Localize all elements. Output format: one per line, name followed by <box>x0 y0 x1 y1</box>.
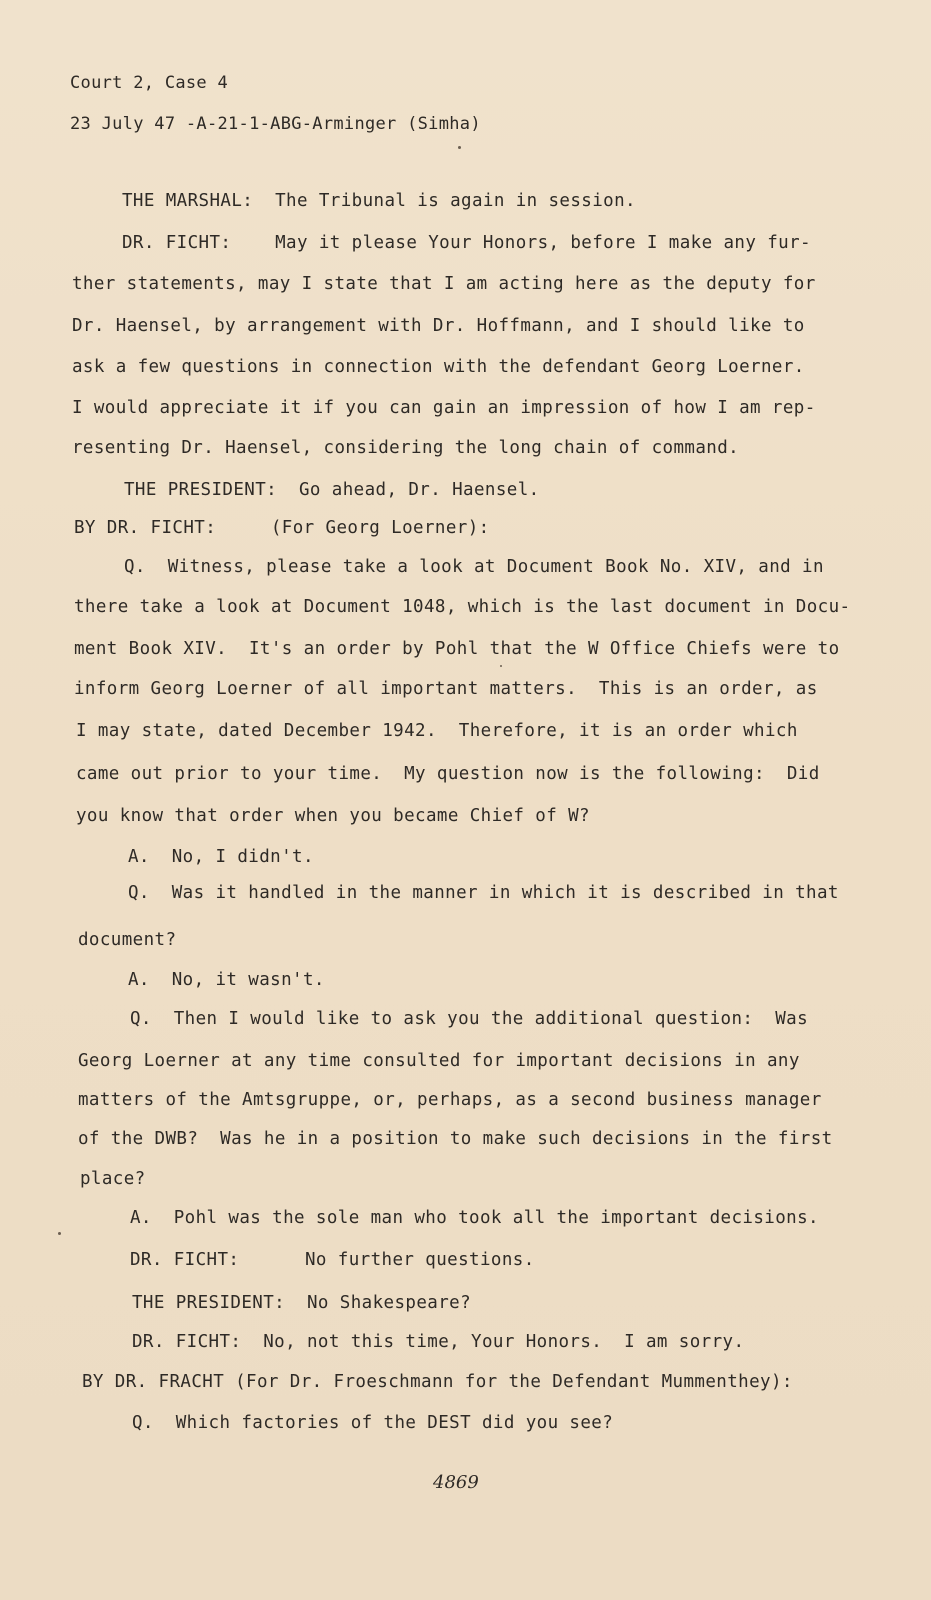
transcript-line: ask a few questions in connection with the defendant Georg Loerner. <box>72 357 805 377</box>
transcript-line: you know that order when you became Chief of W? <box>76 806 590 826</box>
transcript-line: matters of the Amtsgruppe, or, perhaps, as a second business manager <box>78 1090 822 1110</box>
transcript-line: A. No, I didn't. <box>128 847 314 867</box>
transcript-line: place? <box>80 1169 146 1189</box>
transcript-line: A. No, it wasn't. <box>128 970 325 990</box>
transcript-line: document? <box>78 930 177 950</box>
transcript-line: DR. FICHT: No further questions. <box>130 1250 535 1270</box>
transcript-line: Dr. Haensel, by arrangement with Dr. Hoffmann, and I should like to <box>72 316 805 336</box>
paper-speck <box>58 1232 61 1235</box>
transcript-line: THE PRESIDENT: Go ahead, Dr. Haensel. <box>124 480 540 500</box>
court-case-label: Court 2, Case 4 <box>70 73 229 93</box>
paper-speck <box>458 146 461 149</box>
transcript-line: Georg Loerner at any time consulted for important decisions in any <box>78 1051 800 1071</box>
transcript-line: I may state, dated December 1942. Therefore, it is an order which <box>76 721 798 741</box>
transcript-line: ment Book XIV. It's an order by Pohl that the W Office Chiefs were to <box>74 639 840 659</box>
transcript-line: Q. Then I would like to ask you the additional question: Was <box>130 1009 809 1029</box>
transcript-line: THE MARSHAL: The Tribunal is again in session. <box>122 191 636 211</box>
transcript-line: Q. Witness, please take a look at Document Book No. XIV, and in <box>124 557 824 577</box>
transcript-line: came out prior to your time. My question now is the following: Did <box>76 764 820 784</box>
transcript-line: A. Pohl was the sole man who took all the important decisions. <box>130 1208 819 1228</box>
transcript-line: DR. FICHT: No, not this time, Your Honors. I am sorry. <box>132 1332 745 1352</box>
session-label: 23 July 47 -A-21-1-ABG-Arminger (Simha) <box>70 114 481 134</box>
transcript-line: BY DR. FICHT: (For Georg Loerner): <box>74 518 490 538</box>
transcript-line: there take a look at Document 1048, which is the last document in Docu- <box>74 597 851 617</box>
transcript-line: ther statements, may I state that I am acting here as the deputy for <box>72 274 816 294</box>
transcript-line: THE PRESIDENT: No Shakespeare? <box>132 1293 472 1313</box>
transcript-line: resenting Dr. Haensel, considering the long chain of command. <box>72 438 740 458</box>
paper-speck <box>500 665 502 667</box>
transcript-line: of the DWB? Was he in a position to make such decisions in the first <box>78 1129 833 1149</box>
transcript-line: I would appreciate it if you can gain an impression of how I am rep- <box>72 398 816 418</box>
transcript-line: inform Georg Loerner of all important matters. This is an order, as <box>74 679 818 699</box>
transcript-line: DR. FICHT: May it please Your Honors, before I make any fur- <box>122 233 811 253</box>
transcript-line: BY DR. FRACHT (For Dr. Froeschmann for the Defendant Mummenthey): <box>82 1372 793 1392</box>
page-number: 4869 <box>433 1472 479 1493</box>
transcript-line: Q. Which factories of the DEST did you see? <box>132 1413 614 1433</box>
transcript-line: Q. Was it handled in the manner in which it is described in that <box>128 883 839 903</box>
